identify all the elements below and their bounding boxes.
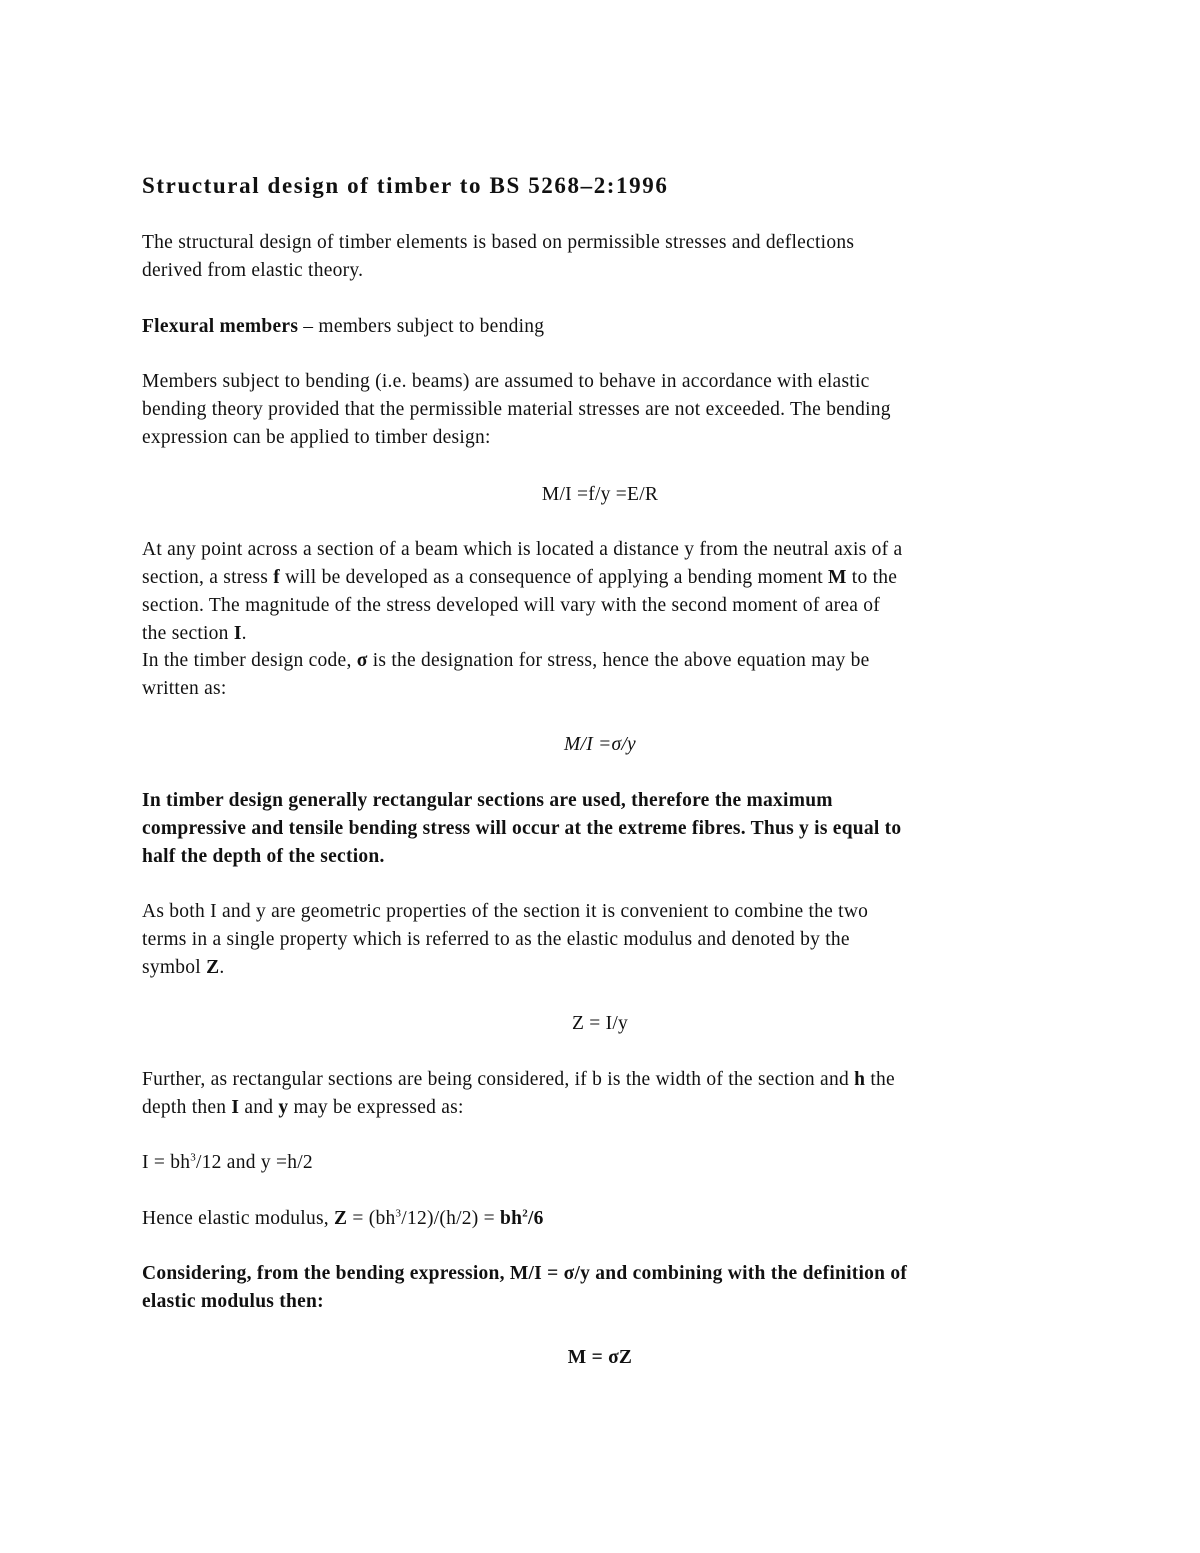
stress-line-4	[142, 620, 247, 648]
text-span: the section	[142, 623, 234, 644]
text-span: the	[865, 1069, 895, 1090]
flexural-term: Flexural members	[142, 316, 299, 337]
intro-line-1: The structural design of timber elements is based on permissible stresses and deflections	[142, 232, 855, 253]
text-span: section, a stress	[142, 567, 274, 588]
bending-line-2: bending theory provided that the permissible material stresses are not exceeded. The bending	[142, 399, 891, 420]
text-span: In the timber design code,	[142, 650, 357, 671]
text-span: will be developed as a consequence of applying a bending moment	[279, 567, 828, 588]
superscript: 2	[522, 1207, 528, 1220]
equation-bending: M/I =f/y =E/R	[541, 484, 659, 505]
text-span: is the designation for stress, hence the above equation may be	[367, 650, 870, 671]
result-term: bh	[500, 1208, 523, 1229]
stress-line-2	[142, 564, 897, 592]
rect-line-2	[142, 1094, 464, 1122]
rect-line-1	[142, 1066, 895, 1094]
symbol-M: M	[828, 567, 847, 588]
equation-moment: M = σZ	[567, 1347, 633, 1368]
stress-line-1: At any point across a section of a beam which is located a distance y from the neutral axis of a	[142, 539, 903, 560]
bold-line-3: half the depth of the section.	[142, 846, 385, 867]
text-span: I = bh	[142, 1152, 191, 1173]
equation-inertia	[142, 1149, 313, 1177]
symbol-sigma: σ	[356, 650, 368, 671]
equation-elastic-modulus	[142, 1205, 544, 1233]
intro-line-2: derived from elastic theory.	[142, 260, 364, 281]
symbol-h: h	[854, 1069, 866, 1090]
modulus-line-3	[142, 954, 224, 982]
result-term: /6	[527, 1208, 544, 1229]
bold-line-2: compressive and tensile bending stress will occur at the extreme fibres. Thus y is equal to	[142, 818, 902, 839]
modulus-line-2: terms in a single property which is referred to as the elastic modulus and denoted by the	[142, 929, 850, 950]
symbol-y: y	[278, 1097, 289, 1118]
symbol-Z: Z	[334, 1208, 348, 1229]
symbol-I: I	[233, 623, 242, 644]
text-span: /12 and y =h/2	[196, 1152, 313, 1173]
superscript: 3	[190, 1151, 196, 1164]
stress-line-5	[142, 647, 870, 675]
bending-line-1: Members subject to bending (i.e. beams) are assumed to behave in accordance with elastic	[142, 371, 870, 392]
text-span: and	[239, 1097, 279, 1118]
modulus-line-1: As both I and y are geometric properties of the section it is convenient to combine the two	[142, 901, 869, 922]
text-span: to the	[846, 567, 898, 588]
text-span: symbol	[142, 957, 207, 978]
text-span: = (bh	[347, 1208, 396, 1229]
text-span: /12)/(h/2) =	[401, 1208, 501, 1229]
bending-line-3: expression can be applied to timber design:	[142, 427, 491, 448]
stress-line-3: section. The magnitude of the stress developed will vary with the second moment of area of	[142, 595, 881, 616]
equation-sigma: M/I =σ/y	[564, 734, 636, 755]
text-span: .	[219, 957, 225, 978]
text-span: may be expressed as:	[288, 1097, 464, 1118]
flexural-rest: – members subject to bending	[298, 316, 545, 337]
flexural-heading	[142, 313, 544, 341]
text-span: .	[241, 623, 247, 644]
considering-line-2: elastic modulus then:	[142, 1291, 324, 1312]
stress-line-6: written as:	[142, 678, 227, 699]
symbol-Z: Z	[206, 957, 220, 978]
text-span: Hence elastic modulus,	[142, 1208, 335, 1229]
text-span: Further, as rectangular sections are being considered, if b is the width of the section and	[142, 1069, 855, 1090]
symbol-f: f	[273, 567, 280, 588]
text-span: depth then	[142, 1097, 232, 1118]
considering-line-1: Considering, from the bending expression, M/I = σ/y and combining with the definition of	[142, 1263, 908, 1284]
page-title: Structural design of timber to BS 5268–2:1996	[142, 173, 669, 198]
equation-modulus: Z = I/y	[571, 1013, 629, 1034]
superscript: 3	[395, 1207, 402, 1220]
bold-line-1: In timber design generally rectangular sections are used, therefore the maximum	[142, 790, 833, 811]
symbol-I: I	[231, 1097, 240, 1118]
